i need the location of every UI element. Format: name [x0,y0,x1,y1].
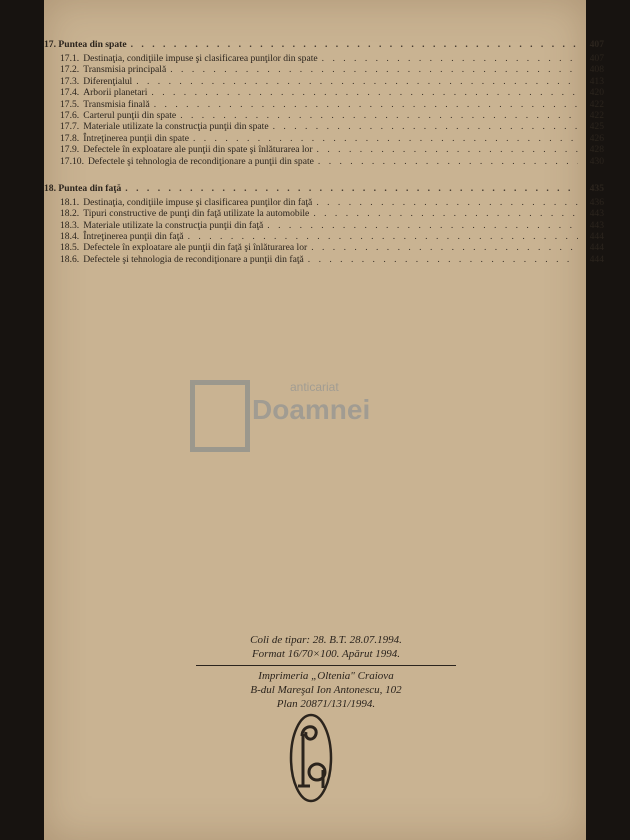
toc-entry [44,121,604,132]
toc-page-number: 422 [589,98,604,110]
watermark-big-text: Doamnei [252,394,371,425]
toc-entry [44,133,604,144]
toc-leader-dots [180,110,578,121]
toc-page-number: 413 [589,75,604,87]
toc-entry-title: Materiale utilizate la construcţia punţii din spate [83,121,269,133]
toc-entry-number: 18.1. [60,196,80,208]
toc-heading-title: 18. Puntea din faţă [44,182,122,194]
toc-entry-number: 17.7. [60,121,80,133]
toc-entry [44,254,604,265]
toc-entry-title: Transmisia principală [83,64,167,76]
toc-leader-dots [317,144,578,155]
toc-entry-number: 17.10. [60,155,84,167]
toc-leader-dots [273,121,578,132]
toc-leader-dots [311,242,578,253]
toc-entry-title: Defectele şi tehnologia de recondiţionare a punţii din faţă [83,253,304,265]
toc-entry-title: Defectele şi tehnologia de recondiţionare a punţii din spate [87,155,314,167]
toc-entry-number: 17.9. [60,144,80,156]
toc-entry [44,99,604,110]
toc-page-number: 443 [589,208,604,220]
toc-leader-dots [308,254,578,265]
toc-entry [44,242,604,253]
toc-page-number: 444 [589,231,604,243]
colophon-line-sheets: Coli de tipar: 28. B.T. 28.07.1994. [250,634,402,646]
toc-entry-number: 18.2. [60,208,80,220]
toc-page-number: 420 [589,87,604,99]
toc-page-number: 407 [589,39,604,50]
toc-entry-number: 18.3. [60,219,80,231]
toc-chapter [44,183,604,265]
toc-entry [44,156,604,167]
watermark-frame-icon [190,380,250,452]
toc-entry-title: Întreţinerea punţii din faţă [83,231,184,243]
toc-entry-number: 17.4. [60,87,80,99]
toc-entry [44,64,604,75]
toc-entry-title: Destinaţia, condiţiile impuse şi clasificarea punţilor din faţă [83,196,313,208]
toc-entry [44,197,604,208]
toc-leader-dots [151,87,578,98]
toc-entry-title: Defectele în exploatare ale punţii din spate şi înlăturarea lor [83,144,313,156]
toc-leader-dots [125,183,578,195]
toc-entry-number: 17.3. [60,75,80,87]
toc-chapter-heading [44,183,604,195]
toc-chapter-heading [44,39,604,51]
toc-entry-title: Arborii planetari [83,87,148,99]
toc-entry-number: 17.1. [60,53,80,64]
toc-entry-title: Întreţinerea punţii din spate [83,132,189,144]
toc-entry-number: 17.8. [60,132,80,144]
colophon [196,633,456,711]
toc-entry-number: 18.5. [60,242,80,254]
toc-leader-dots [188,231,578,242]
toc-entry-number: 17.2. [60,64,80,76]
toc-leader-dots [154,99,578,110]
toc-entry-title: Materiale utilizate la construcţia punţii din faţă [83,219,264,231]
toc-entry [44,76,604,87]
colophon-line-format: Format 16/70×100. Apărut 1994. [251,648,401,660]
toc-page-number: 422 [589,109,604,121]
toc-entry [44,220,604,231]
printer-emblem-icon [288,712,334,804]
toc-entry-title: Carterul punţii din spate [83,109,177,121]
watermark-small-text: anticariat [290,380,339,394]
toc-entry-number: 18.4. [60,231,80,243]
toc-entry-number: 17.5. [60,98,80,110]
toc-leader-dots [136,76,578,87]
toc-entry-title: Destinaţia, condiţiile impuse şi clasificarea punţilor din spate [83,53,318,64]
toc-page-number: 443 [589,219,604,231]
colophon-line-printer: Imprimeria „Oltenia" Craiova [258,670,394,682]
toc-page-number: 408 [589,64,604,76]
toc-page-number: 407 [589,53,604,64]
toc-leader-dots [313,208,578,219]
toc-page-number: 444 [589,253,604,265]
toc-entry-title: Transmisia finală [83,98,150,110]
toc-entry [44,110,604,121]
toc-heading-title: 17. Puntea din spate [44,39,127,50]
toc-leader-dots [322,53,578,64]
toc-entry-number: 17.6. [60,109,80,121]
toc-page-number: 426 [589,132,604,144]
watermark [190,378,380,456]
colophon-line-address: B-dul Mareşal Ion Antonescu, 102 [250,684,402,696]
toc-leader-dots [267,220,578,231]
toc-entry [44,231,604,242]
toc-leader-dots [316,197,578,208]
toc-entry [44,53,604,64]
toc-leader-dots [131,39,578,51]
toc-page-number: 425 [589,121,604,133]
colophon-rule [196,665,456,666]
toc-entry [44,87,604,98]
toc-entry-title: Tipuri constructive de punţi din faţă utilizate la automobile [83,208,310,220]
toc-leader-dots [193,133,578,144]
toc-leader-dots [318,156,578,167]
toc-page-number: 444 [589,242,604,254]
toc-entry [44,208,604,219]
toc-page-number: 436 [589,196,604,208]
toc-entry-title: Diferenţialul [83,75,133,87]
toc-entry-number: 18.6. [60,253,80,265]
toc-page-number: 435 [589,182,604,194]
toc-leader-dots [170,64,578,75]
toc-entry-title: Defectele în exploatare ale punţii din faţă şi înlăturarea lor [83,242,308,254]
table-of-contents [44,39,604,281]
toc-page-number: 430 [589,155,604,167]
toc-entry [44,144,604,155]
colophon-line-plan: Plan 20871/131/1994. [276,698,376,710]
toc-page-number: 428 [589,144,604,156]
toc-chapter [44,39,604,167]
